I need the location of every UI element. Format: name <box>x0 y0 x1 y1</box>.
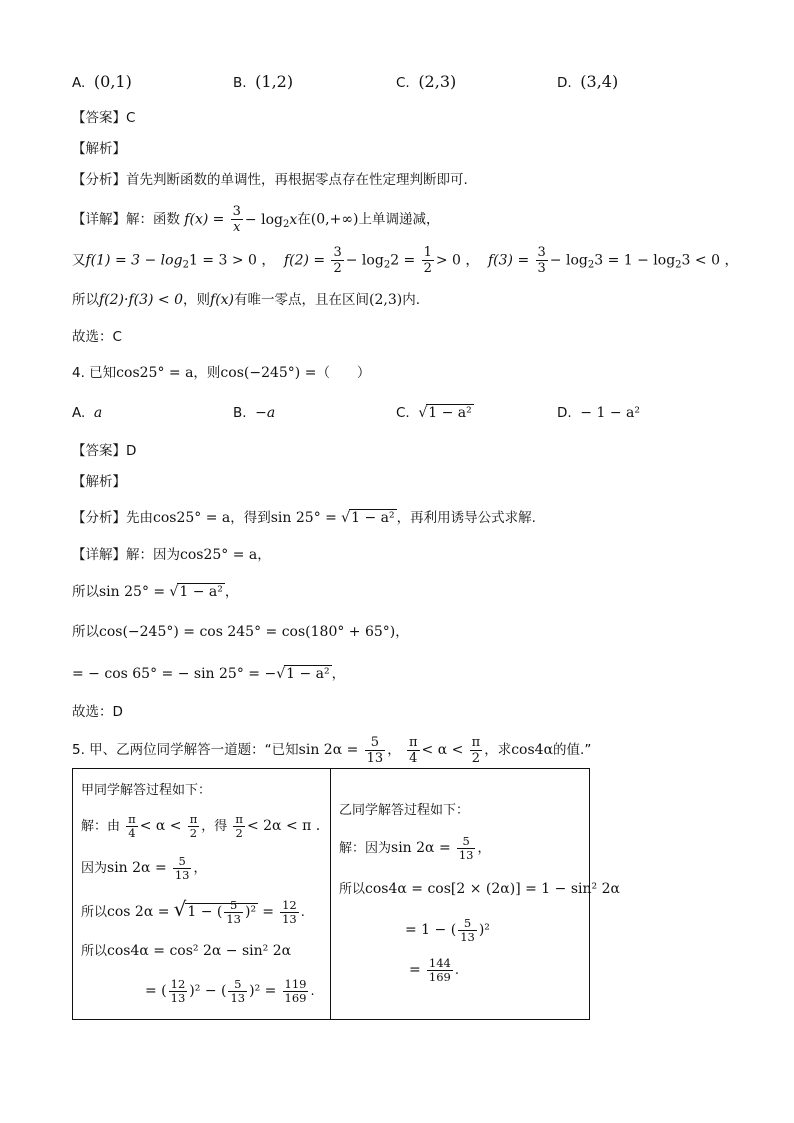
option-a: A. (0,1) <box>72 72 132 91</box>
q4-choose-line: 故选：D <box>72 704 123 720</box>
answer-line: 【答案】C <box>72 110 136 126</box>
analysis-heading: 【解析】 <box>72 141 126 157</box>
option-c: C. (2,3) <box>396 72 457 91</box>
yi-step3: = 1 − ( $\frac{5}{13}$ )² <box>405 916 490 944</box>
q5-stem: 5. 甲、乙两位同学解答一道题：“已知sin 2α = $\frac{5}{13}$ ， $\frac{\pi}{4}$ < α < $\frac{\pi}{2}$ ，求cos4α的值.” <box>72 734 592 766</box>
frac-3-x: $\frac{3}{x}$ <box>232 204 241 235</box>
frac-3-2: $\frac{3}{2}$ <box>333 245 342 276</box>
option-b: B. (1,2) <box>233 72 294 91</box>
q4-stem: 4. 已知cos25° = a，则cos(−245°) =（ ） <box>72 365 371 381</box>
q4-option-a: A. a <box>72 405 103 421</box>
fenxi-line: 【分析】首先判断函数的单调性，再根据零点存在性定理判断即可. <box>72 172 468 188</box>
jia-title: 甲同学解答过程如下： <box>81 783 212 798</box>
func-f-x: f(x) <box>184 211 209 228</box>
q4-answer-line: 【答案】D <box>72 443 137 459</box>
solutions-table <box>72 768 620 1020</box>
option-d: D. (3,4) <box>557 72 619 91</box>
yi-step4: = $\frac{144}{169}$ . <box>409 956 459 984</box>
q4-fenxi-line: 【分析】先由cos25° = a，得到sin 25° = √1 − a² ，再利用诱导公式求解. <box>72 510 536 526</box>
jia-step2: 因为sin 2α = $\frac{5}{13}$ ， <box>81 854 207 882</box>
q4-step1: 所以sin 25° = √1 − a² ， <box>72 584 239 600</box>
jia-step3: 所以cos 2α = √1 − ( $\frac{5}{13}$ )² = $\frac{12}{13}$ . <box>81 897 305 926</box>
values-line: 又$f(1) = 3 - \log_21 = 3 > 0$ ， f(2) = $\frac{3}{2}$ − $\log_22$ = $\frac{1}{2}$ > 0 ， f(3) = $\frac{3}{3}$ − $\log_23 = 1 - \log_23 < 0$ ， <box>72 245 739 276</box>
jia-step1: 解：由 $\frac{\pi}{4}$ < α < $\frac{\pi}{2}$ ，得 $\frac{\pi}{2}$ < 2α < π . <box>81 812 321 840</box>
yi-step2: 所以cos4α = cos[2 × (2α)] = 1 − sin² 2α <box>339 881 620 897</box>
yi-step1: 解：因为sin 2α = $\frac{5}{13}$ ， <box>339 834 491 862</box>
q4-step3: = − cos 65° = − sin 25° = −√1 − a² ， <box>72 666 346 682</box>
frac-3-3: $\frac{3}{3}$ <box>537 245 546 276</box>
q4-step2: 所以cos(−245°) = cos 245° = cos(180° + 65°)， <box>72 624 409 640</box>
frac-1-2: $\frac{1}{2}$ <box>423 245 432 276</box>
choose-line: 故选：C <box>72 329 122 345</box>
conclusion-line: 所以f(2)·f(3) < 0，则f(x)有唯一零点，且在区间(2,3)内. <box>72 292 421 308</box>
jia-step4: 所以cos4α = cos² 2α − sin² 2α <box>81 943 292 959</box>
yi-title: 乙同学解答过程如下： <box>339 803 470 818</box>
table-divider <box>330 769 331 1019</box>
detail-line: 【详解】解：函数 f(x) = $\frac{3}{x}$ − $\log_2x$在(0,+∞)上单调递减， <box>72 204 440 235</box>
q4-option-d: D. − 1 − a² <box>557 405 640 421</box>
q4-option-b: B. −a <box>233 405 276 421</box>
q4-option-c: C. √1 − a² <box>396 405 472 421</box>
q4-detail-line: 【详解】解：因为cos25° = a， <box>72 547 271 563</box>
q4-analysis-heading: 【解析】 <box>72 474 126 490</box>
jia-step5: = ( $\frac{12}{13}$ )² − ( $\frac{5}{13}$ )² = $\frac{119}{169}$ . <box>145 977 315 1005</box>
